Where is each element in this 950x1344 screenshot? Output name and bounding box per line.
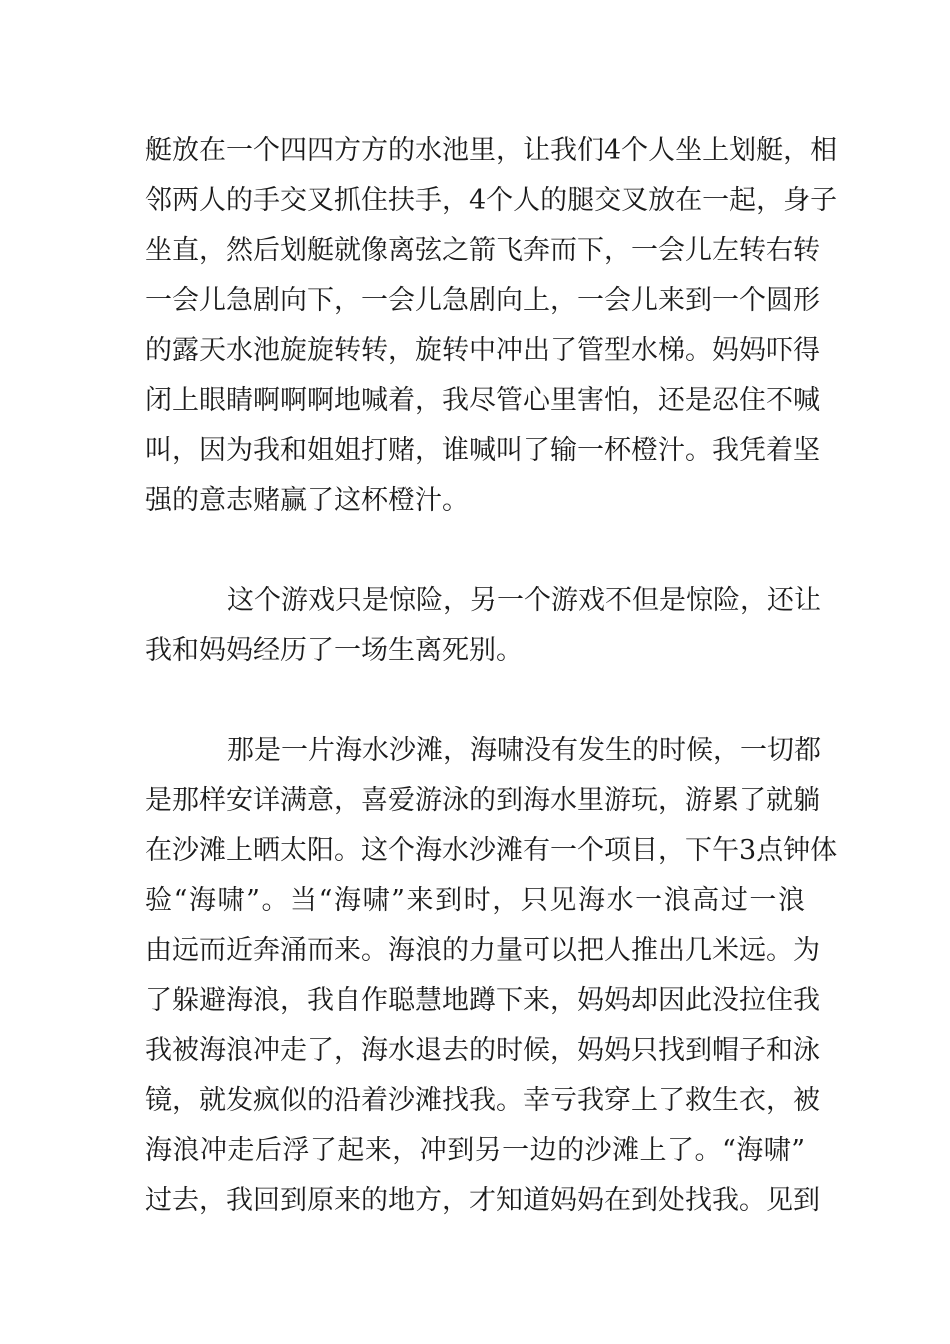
paragraph-1-line-2: 邻两人的手交叉抓住扶手，4个人的腿交叉放在一起，身子 (145, 185, 838, 216)
paragraph-3-line-2: 是那样安详满意，喜爱游泳的到海水里游玩，游累了就躺 (145, 785, 820, 816)
paragraph-2-line-2: 我和妈妈经历了一场生离死别。 (145, 635, 523, 666)
paragraph-1-line-4: 一会儿急剧向下，一会儿急剧向上，一会儿来到一个圆形 (145, 285, 820, 316)
paragraph-1-line-7: 叫，因为我和姐姐打赌，谁喊叫了输一杯橙汁。我凭着坚 (145, 435, 820, 466)
paragraph-1-line-3: 坐直，然后划艇就像离弦之箭飞奔而下，一会儿左转右转 (145, 235, 820, 266)
paragraph-3-line-6: 了躲避海浪，我自作聪慧地蹲下来，妈妈却因此没拉住我 (145, 985, 820, 1016)
paragraph-2-line-1: 这个游戏只是惊险，另一个游戏不但是惊险，还让 (227, 585, 821, 616)
paragraph-3-line-1: 那是一片海水沙滩，海啸没有发生的时候，一切都 (227, 735, 821, 766)
paragraph-3-line-5: 由远而近奔涌而来。海浪的力量可以把人推出几米远。为 (145, 935, 820, 966)
paragraph-1-line-5: 的露天水池旋旋转转，旋转中冲出了管型水梯。妈妈吓得 (145, 335, 820, 366)
paragraph-3-line-7: 我被海浪冲走了，海水退去的时候，妈妈只找到帽子和泳 (145, 1035, 820, 1066)
paragraph-3-line-8: 镜，就发疯似的沿着沙滩找我。幸亏我穿上了救生衣，被 (145, 1085, 820, 1116)
paragraph-1-line-1: 艇放在一个四四方方的水池里，让我们4个人坐上划艇，相 (145, 135, 838, 166)
paragraph-1-line-8: 强的意志赌赢了这杯橙汁。 (145, 485, 469, 516)
paragraph-3-line-9: 海浪冲走后浮了起来，冲到另一边的沙滩上了。“海啸” (145, 1135, 805, 1166)
paragraph-3-line-4: 验“海啸”。当“海啸”来到时，只见海水一浪高过一浪 (145, 885, 805, 916)
paragraph-1-line-6: 闭上眼睛啊啊啊地喊着，我尽管心里害怕，还是忍住不喊 (145, 385, 820, 416)
paragraph-3-line-3: 在沙滩上晒太阳。这个海水沙滩有一个项目，下午3点钟体 (145, 835, 838, 866)
paragraph-3-line-10: 过去，我回到原来的地方，才知道妈妈在到处找我。见到 (145, 1185, 820, 1216)
